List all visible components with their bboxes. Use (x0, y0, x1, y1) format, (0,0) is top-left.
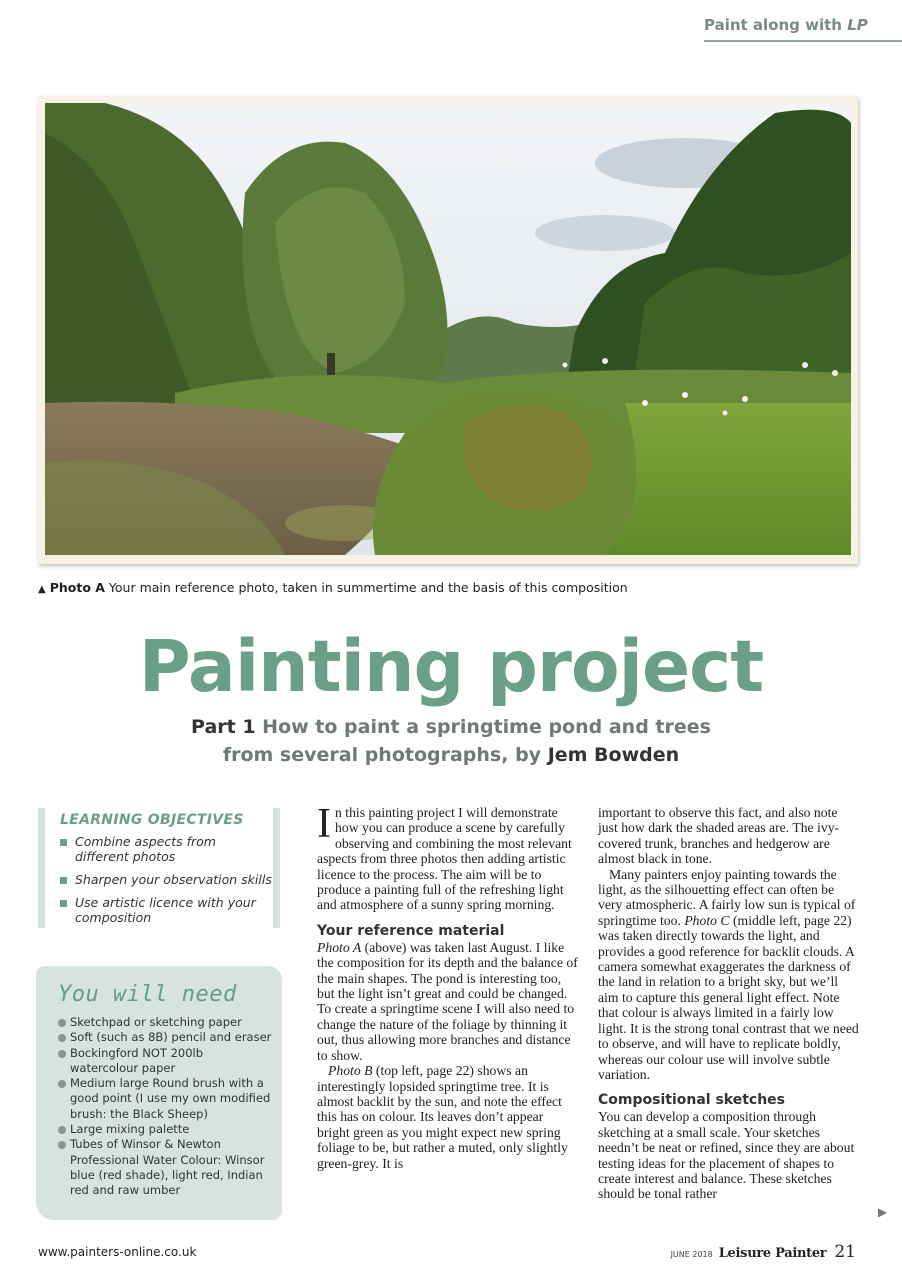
body-paragraph: Photo B (top left, page 22) shows an interestingly lopsided springtime tree. It is almost backlit by the sun, and note the effect this has on colour. Its leaves don’t appear bright green as you might expect new spring foliage to be, but rather a muted, only slightly green-grey. It is (317, 1063, 568, 1171)
need-item: Sketchpad or sketching paper (58, 1015, 272, 1030)
body-column-2 (598, 805, 859, 1202)
objective-item: Use artistic licence with your composition (60, 895, 273, 925)
you-will-need-box (36, 966, 282, 1220)
reference-photo (45, 103, 851, 555)
body-paragraph: Many painters enjoy painting towards the light, as the silhouetting effect can often be very atmospheric. A fairly low sun is typical of springtime too. Photo C (middle left, page 22) was taken directly towards the light, and provides a good reference for backlit clouds. A camera somewhat exaggerates the darkness of the land in relation to a bright sky, but we’ll aim to capture this general light effect. Note that colour is always limited in a fairly low light. It is the strong tonal contrast that we need to observe, and will have to replicate boldly, whereas our colour use will involve subtle variation. (598, 866, 859, 1082)
need-item: Large mixing palette (58, 1122, 272, 1137)
body-column-1 (317, 801, 578, 1171)
page-subtitle: Part 1 How to paint a springtime pond and trees from several photographs, by Jem Bowden (191, 716, 711, 766)
drop-cap: I (317, 801, 331, 847)
objective-item: Sharpen your observation skills (60, 872, 273, 887)
body-paragraph: important to observe this fact, and also note just how dark the shaded areas are. The ivy-covered trunk, branches and hedgerow are almost black in tone. (598, 805, 840, 867)
section-heading-reference: Your reference material (317, 922, 505, 939)
continue-arrow-icon: ▶ (878, 1205, 888, 1219)
learning-objectives-box (38, 808, 280, 928)
footer-folio (671, 1242, 856, 1262)
need-item: Bockingford NOT 200lb watercolour paper (58, 1046, 272, 1077)
page-title: Painting project (138, 625, 764, 708)
landscape-image (45, 103, 851, 555)
need-heading: You will need (58, 982, 237, 1007)
photo-frame (38, 96, 858, 564)
objective-item: Combine aspects from different photos (60, 834, 273, 864)
magazine-name: Leisure Painter (718, 1246, 827, 1261)
need-item: Soft (such as 8B) pencil and eraser (58, 1030, 272, 1045)
body-paragraph: Photo A (above) was taken last August. I like the composition for its depth and the balance of the main shapes. The pond is interesting too, but the light isn’t great and could be changed. To create a springtime scene I will also need to change the nature of the foliage by thinning it out, thus allowing more branches and distance to show. (317, 939, 578, 1063)
issue-date: JUNE 2018 (670, 1250, 713, 1259)
intro-paragraph: In this painting project I will demonstrate how you can produce a scene by carefully observing and combining the most relevant aspects from three photos then adding artistic licence to the process. The aim will be to produce a painting full of the refreshing light and atmosphere of a sunny spring morning. (317, 801, 572, 913)
running-head: Paint along with LP (704, 16, 902, 42)
body-paragraph: You can develop a composition through sketching at a small scale. Your sketches needn’t be neat or refined, since they are about testing ideas for the placement of shapes to create interest and balance. These sketches should be tonal rather (598, 1109, 855, 1202)
objectives-heading: LEARNING OBJECTIVES (60, 812, 244, 828)
triangle-up-icon: ▲ (38, 584, 46, 595)
need-item: Medium large Round brush with a good point (I use my own modified brush: the Black Sheep) (58, 1076, 272, 1122)
section-heading-sketches: Compositional sketches (598, 1092, 785, 1109)
need-item: Tubes of Winsor & Newton Professional Water Colour: Winsor blue (red shade), light red, Indian red and raw umber (58, 1137, 272, 1198)
photo-caption: ▲ Photo A Your main reference photo, taken in summertime and the basis of this composition (38, 580, 628, 595)
page-number: 21 (834, 1242, 856, 1262)
footer-url: www.painters-online.co.uk (38, 1245, 197, 1259)
